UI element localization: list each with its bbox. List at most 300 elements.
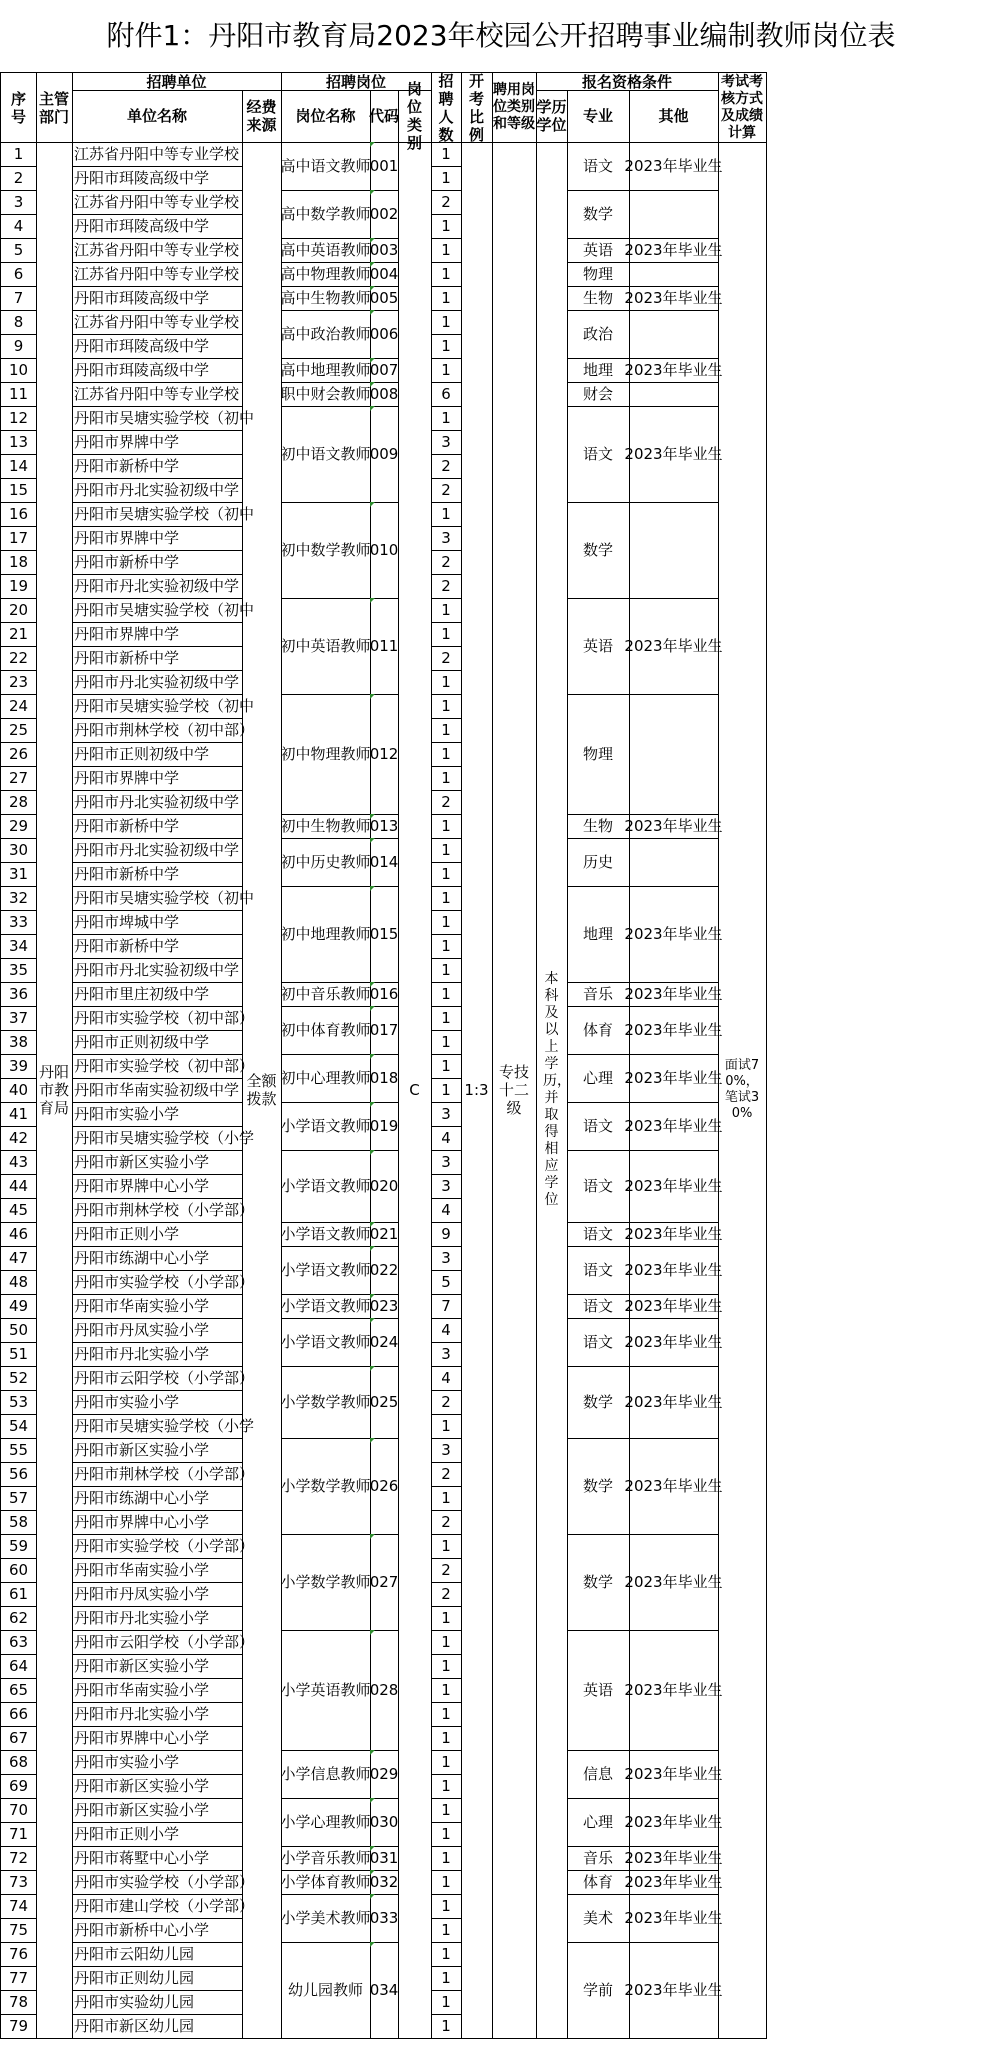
row-seq: 33: [0, 910, 37, 935]
row-seq: 43: [0, 1150, 37, 1175]
row-seq: 62: [0, 1606, 37, 1631]
post-name: 高中地理教师: [281, 358, 371, 383]
row-count: 1: [431, 1870, 462, 1895]
post-code: 018: [370, 1054, 399, 1103]
row-count: 1: [431, 1822, 462, 1847]
post-name: 小学语文教师: [281, 1222, 371, 1247]
row-unit-name: 丹阳市丹北实验小学: [72, 1702, 243, 1727]
qual-major: 历史: [567, 838, 630, 887]
row-unit-name: 丹阳市丹凤实验小学: [72, 1318, 243, 1343]
qual-other: [629, 382, 719, 407]
post-name: 小学体育教师: [281, 1870, 371, 1895]
row-seq: 14: [0, 454, 37, 479]
row-seq: 53: [0, 1390, 37, 1415]
header-ratio: [461, 72, 493, 143]
qual-other: [629, 190, 719, 239]
row-seq: 64: [0, 1654, 37, 1679]
row-seq: 30: [0, 838, 37, 863]
qual-major: 体育: [567, 1870, 630, 1895]
row-count: 5: [431, 1270, 462, 1295]
qual-other: 2023年毕业生: [629, 406, 719, 503]
post-code: 011: [370, 598, 399, 695]
row-unit-name: 江苏省丹阳中等专业学校: [72, 190, 243, 215]
post-name: 初中物理教师: [281, 694, 371, 815]
row-seq: 47: [0, 1246, 37, 1271]
qual-other: 2023年毕业生: [629, 814, 719, 839]
qual-other: 2023年毕业生: [629, 1750, 719, 1799]
post-code: 026: [370, 1438, 399, 1535]
row-seq: 32: [0, 886, 37, 911]
row-unit-name: 丹阳市界牌中学: [72, 526, 243, 551]
post-name: 小学信息教师: [281, 1750, 371, 1799]
post-name: 初中地理教师: [281, 886, 371, 983]
row-count: 1: [431, 1054, 462, 1079]
row-seq: 52: [0, 1366, 37, 1391]
qual-major: 语文: [567, 406, 630, 503]
row-unit-name: 丹阳市正则小学: [72, 1822, 243, 1847]
header-post-group: 招聘岗位: [281, 72, 432, 91]
row-unit-name: 丹阳市实验小学: [72, 1750, 243, 1775]
row-unit-name: 丹阳市珥陵高级中学: [72, 214, 243, 239]
row-seq: 15: [0, 478, 37, 503]
header-count: [431, 72, 462, 143]
row-unit-name: 丹阳市珥陵高级中学: [72, 286, 243, 311]
row-seq: 76: [0, 1942, 37, 1967]
post-code: 023: [370, 1294, 399, 1319]
row-count: 9: [431, 1222, 462, 1247]
header-grade: [492, 72, 537, 143]
qual-other: 2023年毕业生: [629, 1006, 719, 1055]
row-unit-name: 丹阳市丹北实验初级中学: [72, 958, 243, 983]
row-seq: 48: [0, 1270, 37, 1295]
row-seq: 57: [0, 1486, 37, 1511]
row-unit-name: 丹阳市新桥中学: [72, 814, 243, 839]
row-unit-name: 江苏省丹阳中等专业学校: [72, 310, 243, 335]
row-count: 1: [431, 1606, 462, 1631]
qual-other: 2023年毕业生: [629, 1054, 719, 1103]
row-count: 1: [431, 262, 462, 287]
post-code: 025: [370, 1366, 399, 1439]
qual-major: 语文: [567, 1318, 630, 1367]
qual-other: 2023年毕业生: [629, 1102, 719, 1151]
row-unit-name: 丹阳市吴塘实验学校（小学: [72, 1126, 243, 1151]
row-count: 1: [431, 1894, 462, 1919]
row-seq: 58: [0, 1510, 37, 1535]
row-seq: 9: [0, 334, 37, 359]
row-count: 1: [431, 1486, 462, 1511]
qual-major: 学前: [567, 1942, 630, 2039]
row-count: 1: [431, 598, 462, 623]
post-code: 006: [370, 310, 399, 359]
post-name: 小学音乐教师: [281, 1846, 371, 1871]
row-unit-name: 丹阳市珥陵高级中学: [72, 334, 243, 359]
row-count: 1: [431, 406, 462, 431]
row-unit-name: 丹阳市界牌中心小学: [72, 1174, 243, 1199]
post-code: 013: [370, 814, 399, 839]
row-count: 1: [431, 742, 462, 767]
row-unit-name: 丹阳市界牌中学: [72, 430, 243, 455]
row-seq: 12: [0, 406, 37, 431]
post-code: 002: [370, 190, 399, 239]
row-unit-name: 江苏省丹阳中等专业学校: [72, 142, 243, 167]
row-unit-name: 丹阳市实验小学: [72, 1390, 243, 1415]
qual-other: 2023年毕业生: [629, 1438, 719, 1535]
row-count: 1: [431, 814, 462, 839]
header-major: 专业: [567, 90, 630, 143]
header-qual-group: 报名资格条件: [536, 72, 719, 91]
row-count: 2: [431, 1510, 462, 1535]
row-count: 2: [431, 1390, 462, 1415]
post-name: 小学语文教师: [281, 1246, 371, 1295]
header-other: 其他: [629, 90, 719, 143]
qual-other: 2023年毕业生: [629, 1630, 719, 1751]
row-seq: 27: [0, 766, 37, 791]
post-name: 初中生物教师: [281, 814, 371, 839]
row-count: 1: [431, 982, 462, 1007]
row-seq: 56: [0, 1462, 37, 1487]
qual-major: 心理: [567, 1798, 630, 1847]
header-ratio-text: 开考比例: [468, 71, 484, 144]
row-seq: 49: [0, 1294, 37, 1319]
qual-other: [629, 694, 719, 815]
row-unit-name: 丹阳市吴塘实验学校（初中: [72, 886, 243, 911]
qual-major: 生物: [567, 814, 630, 839]
post-code: 027: [370, 1534, 399, 1631]
qual-other: 2023年毕业生: [629, 1846, 719, 1871]
merged-edu-text: 本科及以上学历，并取得相应学位: [543, 971, 571, 1208]
row-seq: 40: [0, 1078, 37, 1103]
post-code: 001: [370, 142, 399, 191]
row-count: 2: [431, 574, 462, 599]
row-count: 1: [431, 142, 462, 167]
row-unit-name: 丹阳市云阳幼儿园: [72, 1942, 243, 1967]
row-unit-name: 丹阳市荆林学校（小学部）: [72, 1462, 243, 1487]
row-unit-name: 丹阳市云阳学校（小学部）: [72, 1630, 243, 1655]
row-seq: 18: [0, 550, 37, 575]
row-count: 2: [431, 646, 462, 671]
qual-major: 语文: [567, 1246, 630, 1295]
row-unit-name: 丹阳市埤城中学: [72, 910, 243, 935]
row-count: 1: [431, 766, 462, 791]
row-count: 2: [431, 790, 462, 815]
row-unit-name: 丹阳市新桥中学: [72, 934, 243, 959]
post-name: 初中音乐教师: [281, 982, 371, 1007]
post-code: 021: [370, 1222, 399, 1247]
header-category: [398, 80, 432, 152]
qual-other: 2023年毕业生: [629, 1246, 719, 1295]
row-count: 3: [431, 430, 462, 455]
header-count-text: 招聘人数: [438, 71, 454, 144]
qual-major: 财会: [567, 382, 630, 407]
row-unit-name: 丹阳市实验学校（初中部）: [72, 1006, 243, 1031]
qual-other: 2023年毕业生: [629, 1366, 719, 1439]
row-count: 2: [431, 550, 462, 575]
qual-other: 2023年毕业生: [629, 358, 719, 383]
row-count: 3: [431, 1174, 462, 1199]
row-seq: 72: [0, 1846, 37, 1871]
post-code: 033: [370, 1894, 399, 1943]
row-count: 1: [431, 1414, 462, 1439]
header-seq: [0, 72, 37, 143]
header-seq-text: 序号: [10, 89, 26, 126]
row-count: 3: [431, 526, 462, 551]
post-code: 012: [370, 694, 399, 815]
post-code: 019: [370, 1102, 399, 1151]
post-code: 017: [370, 1006, 399, 1055]
qual-other: 2023年毕业生: [629, 1294, 719, 1319]
row-count: 3: [431, 1342, 462, 1367]
row-unit-name: 丹阳市正则初级中学: [72, 1030, 243, 1055]
row-seq: 79: [0, 2014, 37, 2039]
row-count: 1: [431, 838, 462, 863]
qual-other: 2023年毕业生: [629, 238, 719, 263]
row-count: 1: [431, 1942, 462, 1967]
row-unit-name: 丹阳市实验学校（小学部）: [72, 1534, 243, 1559]
row-seq: 23: [0, 670, 37, 695]
post-name: 初中英语教师: [281, 598, 371, 695]
qual-major: 数学: [567, 190, 630, 239]
row-seq: 70: [0, 1798, 37, 1823]
post-name: 小学语文教师: [281, 1102, 371, 1151]
row-unit-name: 丹阳市华南实验小学: [72, 1294, 243, 1319]
post-code: 024: [370, 1318, 399, 1367]
row-unit-name: 丹阳市丹北实验小学: [72, 1606, 243, 1631]
row-seq: 78: [0, 1990, 37, 2015]
post-name: 高中物理教师: [281, 262, 371, 287]
header-edu-text: 学历学位: [536, 98, 567, 134]
qual-major: 信息: [567, 1750, 630, 1799]
post-name: 职中财会教师: [281, 382, 371, 407]
post-name: 小学语文教师: [281, 1318, 371, 1367]
row-count: 1: [431, 910, 462, 935]
row-count: 3: [431, 1150, 462, 1175]
row-unit-name: 丹阳市正则小学: [72, 1222, 243, 1247]
row-count: 1: [431, 334, 462, 359]
post-code: 008: [370, 382, 399, 407]
row-seq: 34: [0, 934, 37, 959]
row-seq: 39: [0, 1054, 37, 1079]
row-seq: 7: [0, 286, 37, 311]
header-dept: [36, 72, 73, 143]
row-count: 1: [431, 358, 462, 383]
row-seq: 10: [0, 358, 37, 383]
qual-other: [629, 310, 719, 359]
post-code: 031: [370, 1846, 399, 1871]
document-title: 附件1：丹阳市教育局2023年校园公开招聘事业编制教师岗位表: [106, 19, 896, 52]
qual-other: 2023年毕业生: [629, 1222, 719, 1247]
post-name: 初中数学教师: [281, 502, 371, 599]
row-unit-name: 丹阳市云阳学校（小学部）: [72, 1366, 243, 1391]
row-count: 2: [431, 1582, 462, 1607]
row-seq: 41: [0, 1102, 37, 1127]
qual-other: 2023年毕业生: [629, 1150, 719, 1223]
post-code: 004: [370, 262, 399, 287]
qual-major: 物理: [567, 694, 630, 815]
row-count: 4: [431, 1366, 462, 1391]
post-name: 高中生物教师: [281, 286, 371, 311]
row-seq: 61: [0, 1582, 37, 1607]
row-unit-name: 丹阳市实验学校（小学部）: [72, 1270, 243, 1295]
row-unit-name: 江苏省丹阳中等专业学校: [72, 382, 243, 407]
row-count: 1: [431, 622, 462, 647]
row-count: 1: [431, 862, 462, 887]
qual-major: 英语: [567, 1630, 630, 1751]
qual-major: 地理: [567, 358, 630, 383]
row-count: 1: [431, 1678, 462, 1703]
row-count: 1: [431, 694, 462, 719]
row-unit-name: 丹阳市新桥中学: [72, 454, 243, 479]
row-seq: 37: [0, 1006, 37, 1031]
row-seq: 75: [0, 1918, 37, 1943]
post-name: 高中数学教师: [281, 190, 371, 239]
post-name: 小学心理教师: [281, 1798, 371, 1847]
post-code: 015: [370, 886, 399, 983]
row-seq: 2: [0, 166, 37, 191]
qual-other: 2023年毕业生: [629, 886, 719, 983]
row-seq: 19: [0, 574, 37, 599]
qual-major: 生物: [567, 286, 630, 311]
row-unit-name: 丹阳市荆林学校（小学部）: [72, 1198, 243, 1223]
qual-other: 2023年毕业生: [629, 982, 719, 1007]
row-count: 1: [431, 1750, 462, 1775]
row-count: 1: [431, 1966, 462, 1991]
row-seq: 11: [0, 382, 37, 407]
row-count: 1: [431, 886, 462, 911]
qual-major: 数学: [567, 502, 630, 599]
row-unit-name: 丹阳市新桥中心小学: [72, 1918, 243, 1943]
row-unit-name: 丹阳市实验幼儿园: [72, 1990, 243, 2015]
row-unit-name: 丹阳市练湖中心小学: [72, 1486, 243, 1511]
row-unit-name: 丹阳市华南实验初级中学: [72, 1078, 243, 1103]
qual-other: 2023年毕业生: [629, 598, 719, 695]
post-name: 小学美术教师: [281, 1894, 371, 1943]
qual-major: 英语: [567, 238, 630, 263]
row-count: 1: [431, 1918, 462, 1943]
row-seq: 66: [0, 1702, 37, 1727]
qual-major: 体育: [567, 1006, 630, 1055]
row-count: 1: [431, 238, 462, 263]
row-unit-name: 丹阳市丹北实验初级中学: [72, 790, 243, 815]
qual-major: 美术: [567, 1894, 630, 1943]
post-name: 小学英语教师: [281, 1630, 371, 1751]
row-seq: 24: [0, 694, 37, 719]
post-name: 初中心理教师: [281, 1054, 371, 1103]
row-seq: 31: [0, 862, 37, 887]
row-unit-name: 江苏省丹阳中等专业学校: [72, 262, 243, 287]
row-seq: 25: [0, 718, 37, 743]
post-code: 022: [370, 1246, 399, 1295]
qual-major: 语文: [567, 1102, 630, 1151]
row-unit-name: 丹阳市丹北实验小学: [72, 1342, 243, 1367]
row-seq: 13: [0, 430, 37, 455]
row-seq: 38: [0, 1030, 37, 1055]
merged-edu: [536, 142, 571, 2039]
row-unit-name: 丹阳市丹凤实验小学: [72, 1582, 243, 1607]
row-count: 7: [431, 1294, 462, 1319]
row-seq: 35: [0, 958, 37, 983]
row-unit-name: 丹阳市吴塘实验学校（初中: [72, 406, 243, 431]
row-seq: 28: [0, 790, 37, 815]
merged-dept-text: 丹阳市教育局: [39, 1063, 70, 1117]
row-seq: 45: [0, 1198, 37, 1223]
row-count: 1: [431, 1030, 462, 1055]
row-count: 3: [431, 1246, 462, 1271]
row-count: 4: [431, 1198, 462, 1223]
row-unit-name: 丹阳市丹北实验初级中学: [72, 670, 243, 695]
row-seq: 67: [0, 1726, 37, 1751]
row-unit-name: 丹阳市荆林学校（初中部）: [72, 718, 243, 743]
post-code: 003: [370, 238, 399, 263]
row-seq: 77: [0, 1966, 37, 1991]
row-unit-name: 丹阳市珥陵高级中学: [72, 166, 243, 191]
row-seq: 55: [0, 1438, 37, 1463]
post-name: 幼儿园教师: [281, 1942, 371, 2039]
row-unit-name: 丹阳市吴塘实验学校（初中: [72, 694, 243, 719]
merged-dept: [36, 142, 73, 2039]
qual-major: 心理: [567, 1054, 630, 1103]
merged-grade: [492, 142, 537, 2039]
qual-major: 数学: [567, 1534, 630, 1631]
row-seq: 26: [0, 742, 37, 767]
row-unit-name: 丹阳市丹北实验初级中学: [72, 574, 243, 599]
row-unit-name: 丹阳市正则幼儿园: [72, 1966, 243, 1991]
qual-other: [629, 262, 719, 287]
row-seq: 50: [0, 1318, 37, 1343]
row-count: 2: [431, 478, 462, 503]
header-grade-text: 聘用岗位类别和等级: [493, 82, 535, 132]
row-count: 1: [431, 1990, 462, 2015]
row-seq: 69: [0, 1774, 37, 1799]
qual-major: 语文: [567, 1294, 630, 1319]
qual-major: 英语: [567, 598, 630, 695]
row-count: 4: [431, 1126, 462, 1151]
merged-grade-text: 专技十二级: [498, 1063, 529, 1117]
row-seq: 73: [0, 1870, 37, 1895]
row-seq: 17: [0, 526, 37, 551]
row-count: 1: [431, 214, 462, 239]
post-name: 小学语文教师: [281, 1294, 371, 1319]
row-count: 1: [431, 718, 462, 743]
row-unit-name: 丹阳市新桥中学: [72, 550, 243, 575]
row-unit-name: 丹阳市新区实验小学: [72, 1654, 243, 1679]
row-unit-name: 丹阳市吴塘实验学校（初中: [72, 502, 243, 527]
row-unit-name: 丹阳市界牌中心小学: [72, 1726, 243, 1751]
header-dept-text: 主管部门: [39, 89, 70, 126]
header-exam-text: 考试考核方式及成绩计算: [721, 73, 763, 141]
row-count: 1: [431, 1846, 462, 1871]
row-seq: 1: [0, 142, 37, 167]
row-seq: 44: [0, 1174, 37, 1199]
post-code: 028: [370, 1630, 399, 1751]
row-unit-name: 丹阳市蒋墅中心小学: [72, 1846, 243, 1871]
row-count: 1: [431, 1726, 462, 1751]
merged-category: C: [398, 142, 432, 2039]
post-code: 010: [370, 502, 399, 599]
merged-exam-text: 面试70%，笔试30%: [724, 1058, 760, 1121]
qual-major: 数学: [567, 1438, 630, 1535]
post-name: 初中体育教师: [281, 1006, 371, 1055]
row-seq: 68: [0, 1750, 37, 1775]
row-unit-name: 丹阳市华南实验小学: [72, 1558, 243, 1583]
row-unit-name: 丹阳市新区幼儿园: [72, 2014, 243, 2039]
row-count: 1: [431, 1534, 462, 1559]
qual-other: 2023年毕业生: [629, 1534, 719, 1631]
post-code: 020: [370, 1150, 399, 1223]
row-seq: 63: [0, 1630, 37, 1655]
qual-major: 数学: [567, 1366, 630, 1439]
row-seq: 3: [0, 190, 37, 215]
row-seq: 54: [0, 1414, 37, 1439]
